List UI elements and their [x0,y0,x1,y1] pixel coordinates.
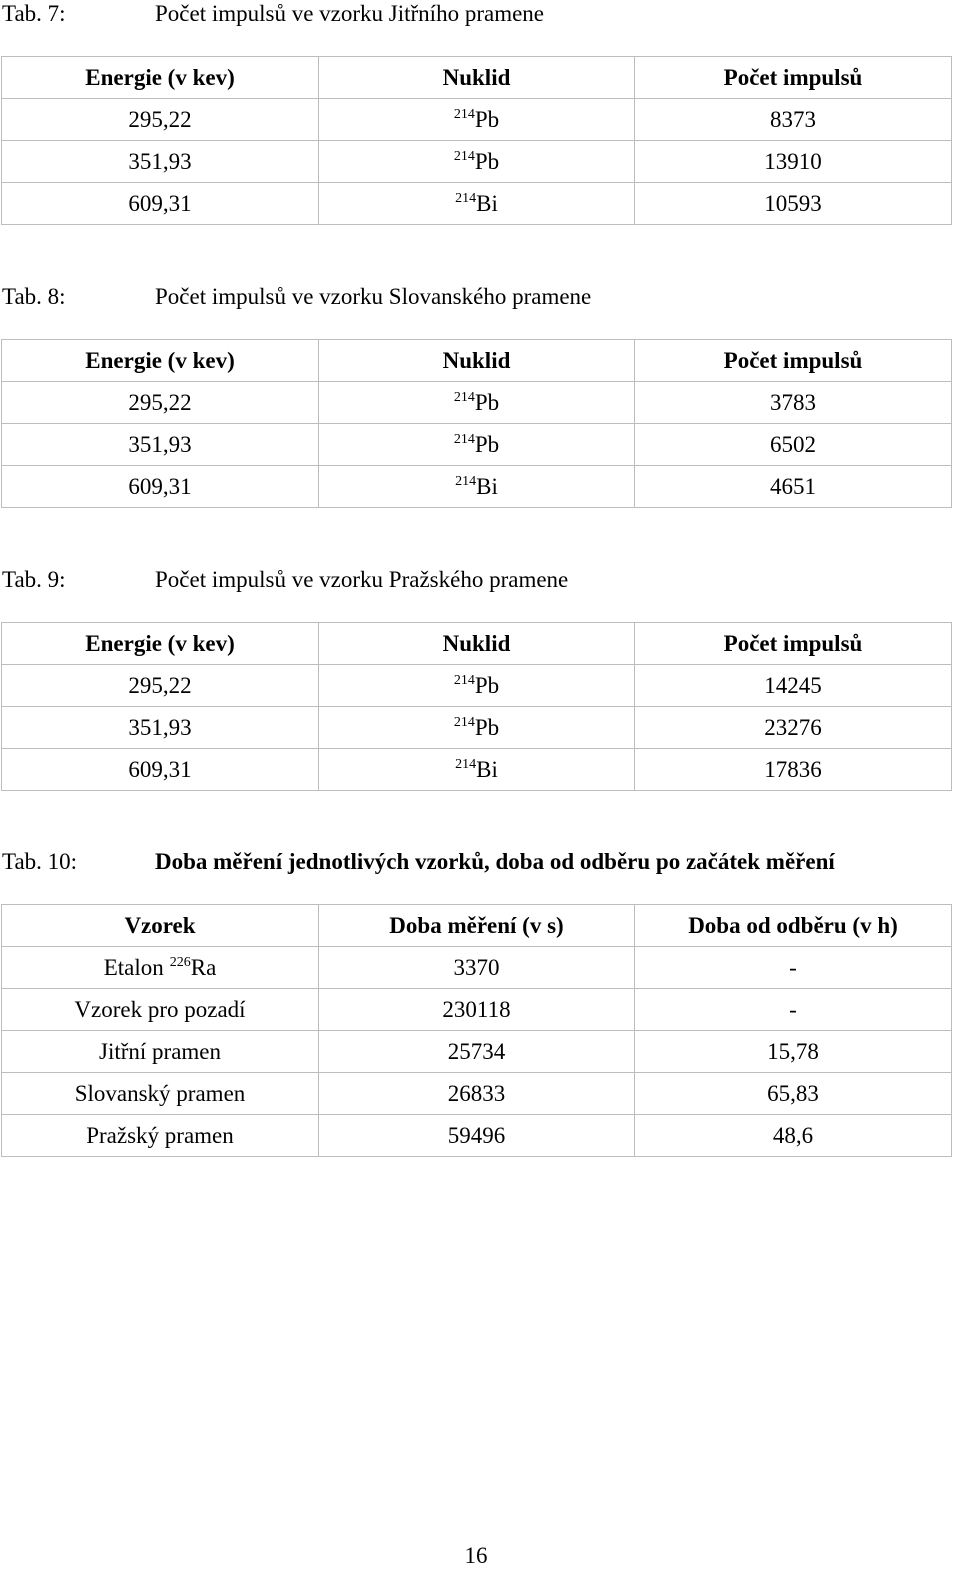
table-9 [1,622,952,791]
column-header: Energie (v kev) [2,57,319,99]
table-row [2,749,952,791]
element-symbol: Bi [476,190,498,216]
nuclide-cell [319,382,635,424]
column-header: Nuklid [319,340,635,382]
mass-number: 214 [453,672,475,688]
table-header-row [2,340,952,382]
table-row [2,665,952,707]
mass-number: 214 [455,190,477,206]
count-cell: 8373 [635,99,952,141]
mass-number: 214 [453,431,475,447]
element-symbol: Pb [474,148,500,174]
table-title: Počet impulsů ve vzorku Jitřního pramene [155,1,545,26]
element-symbol: Bi [476,756,498,782]
since-sampling-cell: - [635,947,952,989]
energy-cell: 609,31 [2,183,319,225]
table-header-row [2,905,952,947]
table-header-row [2,623,952,665]
column-header: Doba od odběru (v h) [635,905,952,947]
nuclide-cell [319,183,635,225]
duration-cell: 59496 [319,1115,635,1157]
table-title: Počet impulsů ve vzorku Slovanského pramene [155,284,592,309]
count-cell: 3783 [635,382,952,424]
element-symbol: Pb [474,106,500,132]
column-header: Počet impulsů [635,57,952,99]
column-header: Nuklid [319,57,635,99]
table-row [2,1115,952,1157]
table-row [2,424,952,466]
nuclide-cell [319,466,635,508]
sample-cell: Jitřní pramen [2,1031,319,1073]
element-symbol: Pb [474,431,500,457]
mass-number: 214 [453,106,475,122]
element-symbol: Ra [190,954,217,980]
mass-number: 214 [453,714,475,730]
column-header: Počet impulsů [635,623,952,665]
sample-cell: Pražský pramen [2,1115,319,1157]
table-title: Počet impulsů ve vzorku Pražského pramene [155,567,569,592]
column-header: Vzorek [2,905,319,947]
duration-cell: 230118 [319,989,635,1031]
sample-cell: Vzorek pro pozadí [2,989,319,1031]
since-sampling-cell: - [635,989,952,1031]
count-cell: 14245 [635,665,952,707]
sample-cell [2,947,319,989]
element-symbol: Pb [474,389,500,415]
column-header: Doba měření (v s) [319,905,635,947]
table-row [2,1073,952,1115]
sample-name: Etalon [103,954,164,980]
element-symbol: Bi [476,473,498,499]
table-label: Tab. 9: [2,567,66,592]
table-label: Tab. 7: [2,1,66,26]
energy-cell: 295,22 [2,382,319,424]
table-label: Tab. 10: [2,849,78,874]
energy-cell: 351,93 [2,141,319,183]
count-cell: 17836 [635,749,952,791]
column-header: Energie (v kev) [2,623,319,665]
table-8 [1,339,952,508]
table-row [2,1031,952,1073]
table-row [2,382,952,424]
mass-number: 214 [453,389,475,405]
column-header: Počet impulsů [635,340,952,382]
duration-cell: 25734 [319,1031,635,1073]
nuclide-cell [319,99,635,141]
mass-number: 226 [169,954,191,970]
energy-cell: 609,31 [2,749,319,791]
count-cell: 13910 [635,141,952,183]
energy-cell: 295,22 [2,665,319,707]
duration-cell: 3370 [319,947,635,989]
since-sampling-cell: 15,78 [635,1031,952,1073]
energy-cell: 351,93 [2,707,319,749]
column-header: Energie (v kev) [2,340,319,382]
mass-number: 214 [455,473,477,489]
count-cell: 10593 [635,183,952,225]
element-symbol: Pb [474,672,500,698]
energy-cell: 295,22 [2,99,319,141]
table-title: Doba měření jednotlivých vzorků, doba od odběru po začátek měření [155,849,835,874]
nuclide-cell [319,749,635,791]
table-row [2,183,952,225]
mass-number: 214 [453,148,475,164]
mass-number: 214 [455,756,477,772]
table-row [2,707,952,749]
table-row [2,466,952,508]
table-label: Tab. 8: [2,284,66,309]
count-cell: 23276 [635,707,952,749]
table-row [2,989,952,1031]
table-10 [1,904,952,1157]
count-cell: 4651 [635,466,952,508]
duration-cell: 26833 [319,1073,635,1115]
sample-cell: Slovanský pramen [2,1073,319,1115]
nuclide-cell [319,424,635,466]
table-row [2,141,952,183]
nuclide-cell [319,141,635,183]
energy-cell: 609,31 [2,466,319,508]
nuclide-cell [319,707,635,749]
since-sampling-cell: 48,6 [635,1115,952,1157]
nuclide-cell [319,665,635,707]
column-header: Nuklid [319,623,635,665]
table-7 [1,56,952,225]
element-symbol: Pb [474,714,500,740]
table-row [2,947,952,989]
energy-cell: 351,93 [2,424,319,466]
table-row [2,99,952,141]
table-header-row [2,57,952,99]
since-sampling-cell: 65,83 [635,1073,952,1115]
page-number: 16 [464,1543,488,1568]
count-cell: 6502 [635,424,952,466]
